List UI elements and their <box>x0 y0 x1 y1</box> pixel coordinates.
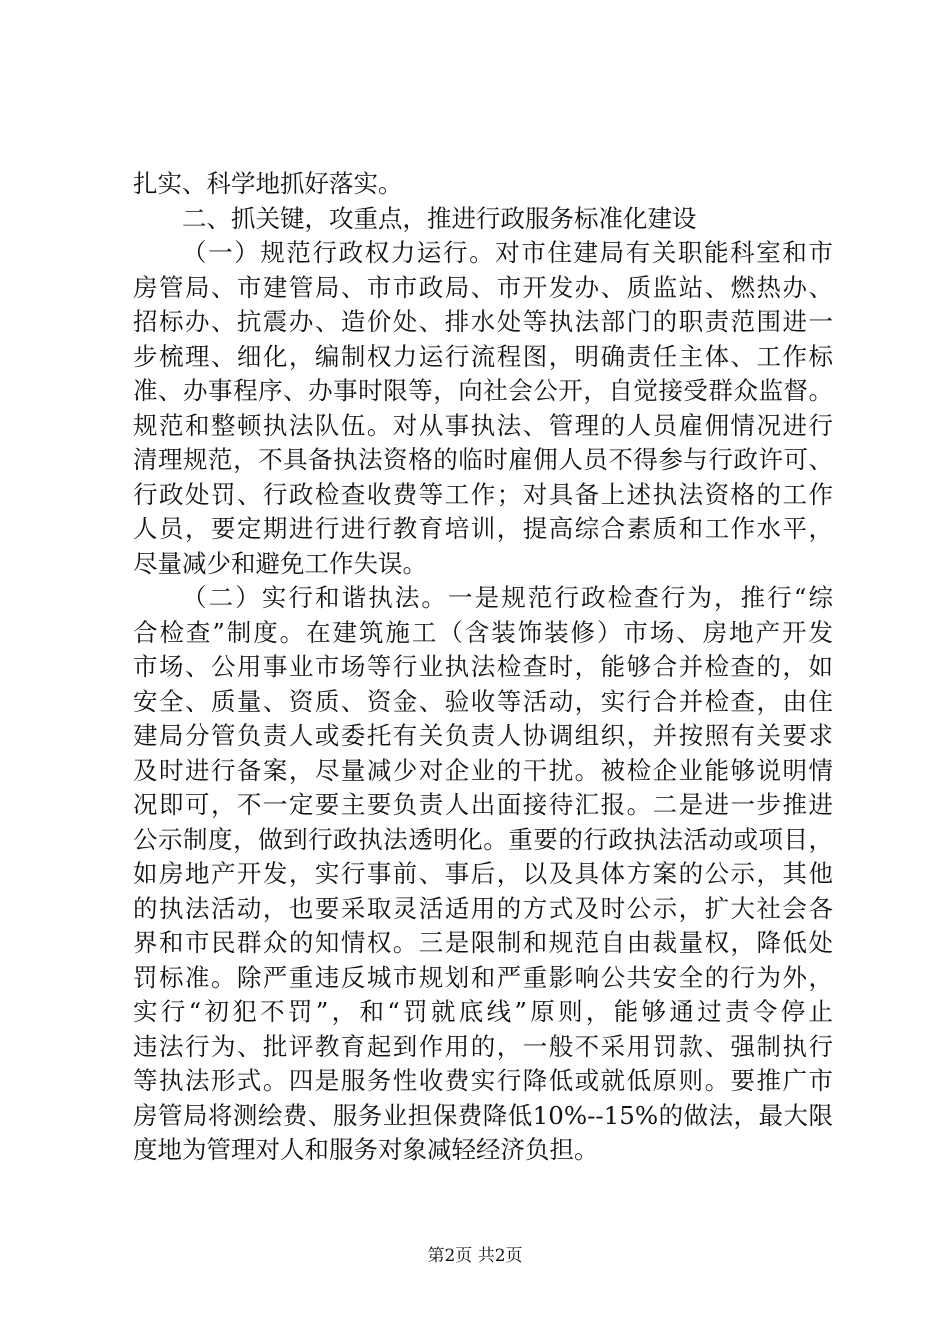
text-line: 合检查”制度。在建筑施工（含装饰装修）市场、房地产开发 <box>133 617 833 647</box>
document-body <box>133 167 833 1168</box>
text-line: 规范和整顿执法队伍。对从事执法、管理的人员雇佣情况进行 <box>133 410 833 440</box>
text-line: 等执法形式。四是服务性收费实行降低或就低原则。要推广市 <box>133 1066 833 1095</box>
text-line: 房管局将测绘费、服务业担保费降低10%--15%的做法，最大限 <box>133 1100 833 1130</box>
text-line: 违法行为、批评教育起到作用的，一般不采用罚款、强制执行 <box>133 1031 833 1061</box>
text-line: 市场、公用事业市场等行业执法检查时，能够合并检查的，如 <box>133 652 833 681</box>
text-line: 招标办、抗震办、造价处、排水处等执法部门的职责范围进一 <box>133 307 833 336</box>
text-line: 罚标准。除严重违反城市规划和严重影响公共安全的行为外， <box>133 962 833 992</box>
text-line: 准、办事程序、办事时限等，向社会公开，自觉接受群众监督。 <box>133 376 833 405</box>
text-line: 况即可，不一定要主要负责人出面接待汇报。二是进一步推进 <box>133 790 833 819</box>
text-line: 清理规范，不具备执法资格的临时雇佣人员不得参与行政许可、 <box>133 445 833 474</box>
text-line: 人员，要定期进行进行教育培训，提高综合素质和工作水平， <box>133 514 833 543</box>
text-line: 行政处罚、行政检查收费等工作；对具备上述执法资格的工作 <box>133 479 833 509</box>
text-line: 房管局、市建管局、市市政局、市开发办、质监站、燃热办、 <box>133 272 833 302</box>
text-line: 建局分管负责人或委托有关负责人协调组织，并按照有关要求 <box>133 721 833 750</box>
text-line: 及时进行备案，尽量减少对企业的干扰。被检企业能够说明情 <box>133 755 833 785</box>
text-line: 尽量减少和避免工作失误。 <box>133 548 427 578</box>
text-line: 安全、质量、资质、资金、验收等活动，实行合并检查，由住 <box>133 686 833 716</box>
page-number-footer: 第2页 共2页 <box>427 1246 523 1266</box>
section-heading: 二、抓关键，攻重点，推进行政服务标准化建设 <box>182 203 697 233</box>
text-line: 的执法活动，也要采取灵活适用的方式及时公示，扩大社会各 <box>133 893 833 923</box>
text-line: 扎实、科学地抓好落实。 <box>133 169 403 198</box>
text-line: 实行“初犯不罚”，和“罚就底线”原则，能够通过责令停止 <box>133 997 833 1026</box>
text-line: 如房地产开发，实行事前、事后，以及具体方案的公示，其他 <box>133 859 833 888</box>
text-line: （二）实行和谐执法。一是规范行政检查行为，推行“综 <box>182 583 833 612</box>
text-line: 界和市民群众的知情权。三是限制和规范自由裁量权，降低处 <box>133 928 833 957</box>
text-line: 度地为管理对人和服务对象减轻经济负担。 <box>133 1135 599 1164</box>
text-line: 公示制度，做到行政执法透明化。重要的行政执法活动或项目， <box>133 824 833 854</box>
text-line: （一）规范行政权力运行。对市住建局有关职能科室和市 <box>182 238 833 267</box>
text-line: 步梳理、细化，编制权力运行流程图，明确责任主体、工作标 <box>133 341 833 371</box>
